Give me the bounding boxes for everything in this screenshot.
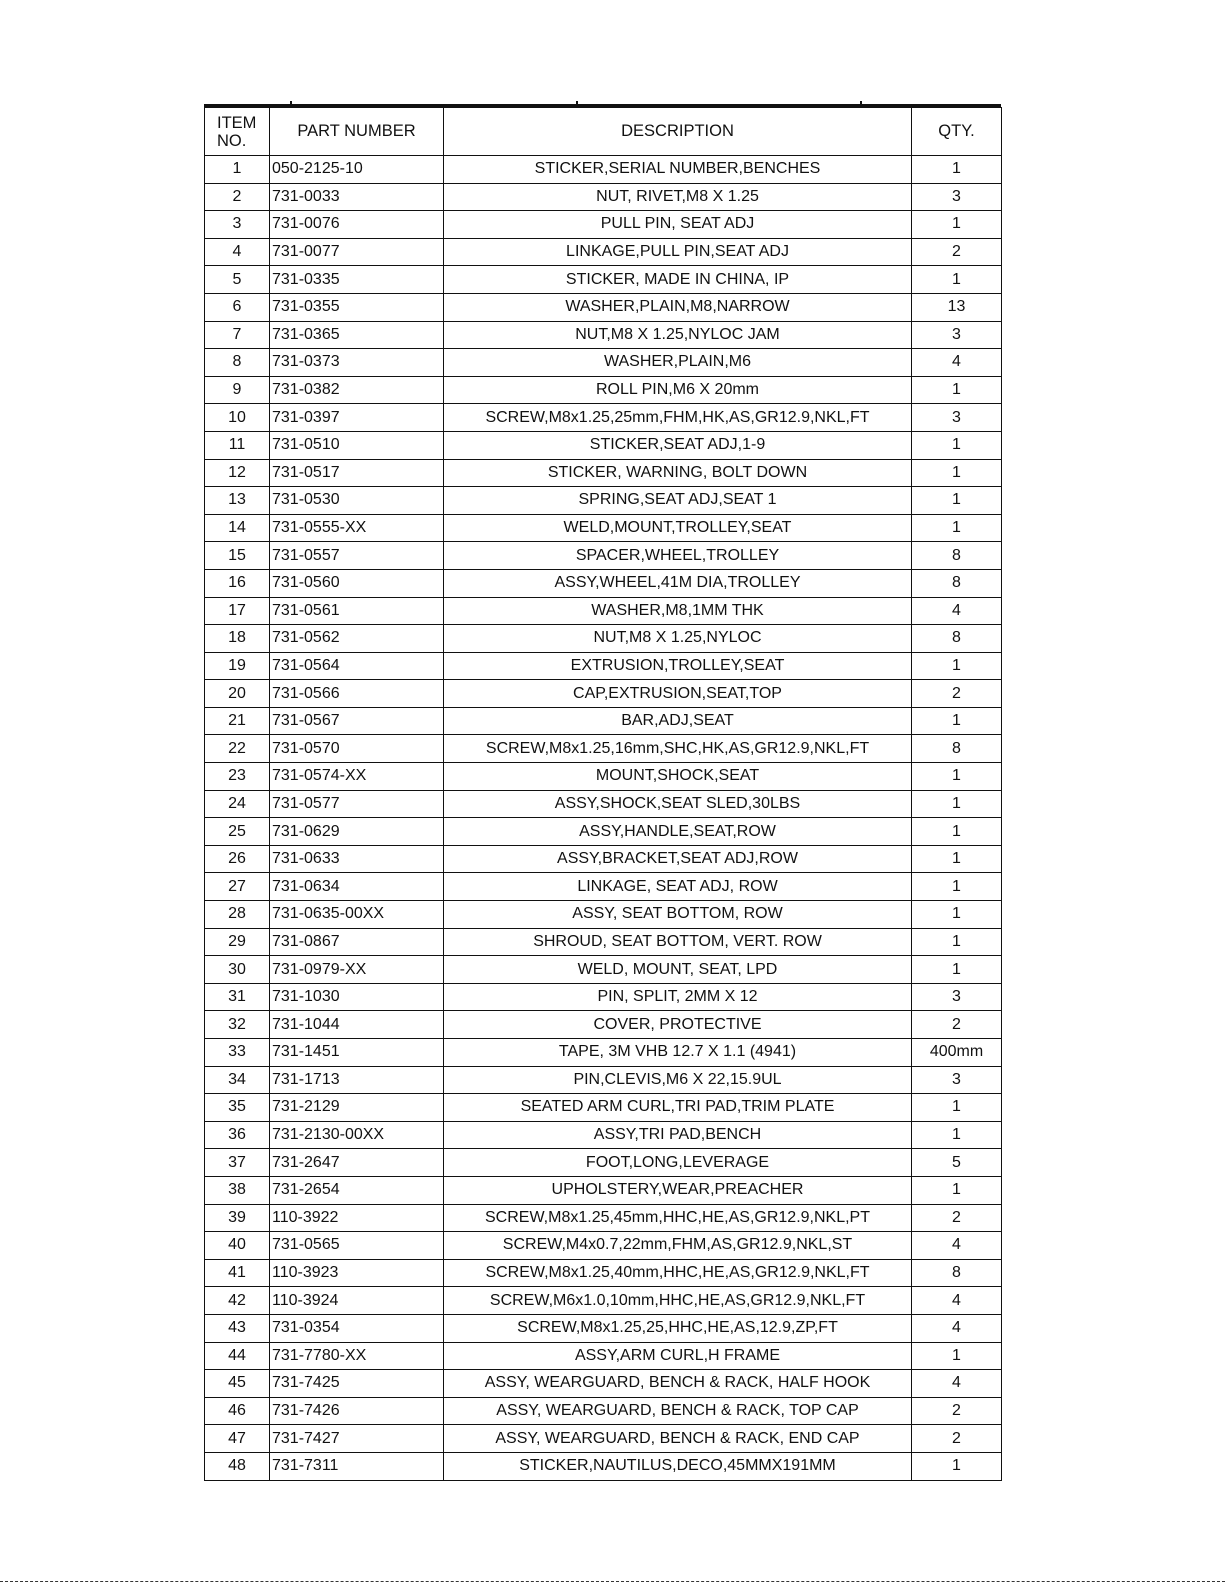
qty-cell: 3 — [912, 404, 1002, 432]
description-cell: ASSY,ARM CURL,H FRAME — [444, 1342, 912, 1370]
description-cell: WASHER,PLAIN,M8,NARROW — [444, 293, 912, 321]
item-no-cell: 41 — [205, 1259, 270, 1287]
qty-cell: 1 — [912, 956, 1002, 984]
table-row — [205, 901, 1002, 929]
table-row — [205, 349, 1002, 377]
part-number-cell: 731-0555-XX — [270, 514, 444, 542]
description-cell: EXTRUSION,TROLLEY,SEAT — [444, 652, 912, 680]
item-no-cell: 4 — [205, 238, 270, 266]
table-row — [205, 376, 1002, 404]
table-row — [205, 763, 1002, 791]
qty-cell: 2 — [912, 1397, 1002, 1425]
table-header-row — [205, 108, 1002, 156]
description-cell: NUT, RIVET,M8 X 1.25 — [444, 183, 912, 211]
item-no-cell: 31 — [205, 983, 270, 1011]
part-number-cell: 731-1030 — [270, 983, 444, 1011]
qty-cell: 1 — [912, 818, 1002, 846]
table-row — [205, 1452, 1002, 1480]
item-no-cell: 26 — [205, 845, 270, 873]
qty-cell: 1 — [912, 873, 1002, 901]
header-description: DESCRIPTION — [444, 108, 912, 156]
table-row — [205, 1397, 1002, 1425]
qty-cell: 1 — [912, 928, 1002, 956]
description-cell: ASSY,HANDLE,SEAT,ROW — [444, 818, 912, 846]
qty-cell: 2 — [912, 238, 1002, 266]
qty-cell: 1 — [912, 431, 1002, 459]
table-row — [205, 1121, 1002, 1149]
table-row — [205, 1259, 1002, 1287]
table-row — [205, 625, 1002, 653]
part-number-cell: 731-0565 — [270, 1232, 444, 1260]
table-row — [205, 873, 1002, 901]
part-number-cell: 731-7780-XX — [270, 1342, 444, 1370]
part-number-cell: 731-0354 — [270, 1314, 444, 1342]
table-row — [205, 1204, 1002, 1232]
part-number-cell: 110-3923 — [270, 1259, 444, 1287]
table-row — [205, 1066, 1002, 1094]
item-no-cell: 17 — [205, 597, 270, 625]
item-no-cell: 43 — [205, 1314, 270, 1342]
part-number-cell: 731-0382 — [270, 376, 444, 404]
description-cell: SHROUD, SEAT BOTTOM, VERT. ROW — [444, 928, 912, 956]
description-cell: SCREW,M8x1.25,45mm,HHC,HE,AS,GR12.9,NKL,PT — [444, 1204, 912, 1232]
item-no-cell: 24 — [205, 790, 270, 818]
qty-cell: 8 — [912, 1259, 1002, 1287]
item-no-cell: 27 — [205, 873, 270, 901]
qty-cell: 1 — [912, 1452, 1002, 1480]
header-item-no: ITEM NO. — [205, 108, 270, 156]
qty-cell: 8 — [912, 542, 1002, 570]
table-row — [205, 1039, 1002, 1067]
part-number-cell: 731-7425 — [270, 1370, 444, 1398]
item-no-cell: 1 — [205, 156, 270, 184]
part-number-cell: 731-7426 — [270, 1397, 444, 1425]
item-no-cell: 19 — [205, 652, 270, 680]
part-number-cell: 050-2125-10 — [270, 156, 444, 184]
description-cell: LINKAGE, SEAT ADJ, ROW — [444, 873, 912, 901]
description-cell: NUT,M8 X 1.25,NYLOC — [444, 625, 912, 653]
part-number-cell: 731-0567 — [270, 707, 444, 735]
part-number-cell: 731-2654 — [270, 1176, 444, 1204]
part-number-cell: 731-0077 — [270, 238, 444, 266]
part-number-cell: 731-0633 — [270, 845, 444, 873]
description-cell: SPRING,SEAT ADJ,SEAT 1 — [444, 487, 912, 515]
table-row — [205, 680, 1002, 708]
part-number-cell: 731-0566 — [270, 680, 444, 708]
part-number-cell: 731-0373 — [270, 349, 444, 377]
table-row — [205, 1176, 1002, 1204]
table-row — [205, 597, 1002, 625]
part-number-cell: 731-0562 — [270, 625, 444, 653]
description-cell: WELD, MOUNT, SEAT, LPD — [444, 956, 912, 984]
qty-cell: 1 — [912, 845, 1002, 873]
item-no-cell: 45 — [205, 1370, 270, 1398]
part-number-cell: 731-0570 — [270, 735, 444, 763]
item-no-cell: 3 — [205, 211, 270, 239]
part-number-cell: 731-0335 — [270, 266, 444, 294]
item-no-cell: 22 — [205, 735, 270, 763]
item-no-cell: 37 — [205, 1149, 270, 1177]
table-row — [205, 266, 1002, 294]
item-no-cell: 40 — [205, 1232, 270, 1260]
table-row — [205, 707, 1002, 735]
table-row — [205, 156, 1002, 184]
qty-cell: 4 — [912, 1287, 1002, 1315]
qty-cell: 4 — [912, 349, 1002, 377]
table-row — [205, 956, 1002, 984]
qty-cell: 2 — [912, 1011, 1002, 1039]
part-number-cell: 731-0076 — [270, 211, 444, 239]
table-row — [205, 431, 1002, 459]
part-number-cell: 731-0510 — [270, 431, 444, 459]
description-cell: STICKER, WARNING, BOLT DOWN — [444, 459, 912, 487]
qty-cell: 1 — [912, 652, 1002, 680]
item-no-cell: 13 — [205, 487, 270, 515]
item-no-cell: 14 — [205, 514, 270, 542]
table-row — [205, 652, 1002, 680]
description-cell: COVER, PROTECTIVE — [444, 1011, 912, 1039]
header-part-number: PART NUMBER — [270, 108, 444, 156]
description-cell: SEATED ARM CURL,TRI PAD,TRIM PLATE — [444, 1094, 912, 1122]
item-no-cell: 15 — [205, 542, 270, 570]
part-number-cell: 731-7427 — [270, 1425, 444, 1453]
qty-cell: 2 — [912, 680, 1002, 708]
item-no-cell: 29 — [205, 928, 270, 956]
table-row — [205, 183, 1002, 211]
part-number-cell: 731-0561 — [270, 597, 444, 625]
part-number-cell: 731-0574-XX — [270, 763, 444, 791]
qty-cell: 1 — [912, 211, 1002, 239]
item-no-cell: 20 — [205, 680, 270, 708]
table-row — [205, 1314, 1002, 1342]
table-row — [205, 487, 1002, 515]
table-row — [205, 1149, 1002, 1177]
part-number-cell: 731-0517 — [270, 459, 444, 487]
table-row — [205, 928, 1002, 956]
item-no-cell: 6 — [205, 293, 270, 321]
item-no-cell: 8 — [205, 349, 270, 377]
item-no-cell: 23 — [205, 763, 270, 791]
description-cell: PIN, SPLIT, 2MM X 12 — [444, 983, 912, 1011]
item-no-cell: 32 — [205, 1011, 270, 1039]
item-no-cell: 44 — [205, 1342, 270, 1370]
part-number-cell: 731-0397 — [270, 404, 444, 432]
qty-cell: 400mm — [912, 1039, 1002, 1067]
item-no-cell: 18 — [205, 625, 270, 653]
table-row — [205, 569, 1002, 597]
qty-cell: 8 — [912, 735, 1002, 763]
part-number-cell: 731-1044 — [270, 1011, 444, 1039]
table-row — [205, 1425, 1002, 1453]
table-row — [205, 321, 1002, 349]
qty-cell: 1 — [912, 707, 1002, 735]
qty-cell: 3 — [912, 321, 1002, 349]
item-no-cell: 39 — [205, 1204, 270, 1232]
item-no-cell: 46 — [205, 1397, 270, 1425]
qty-cell: 1 — [912, 1342, 1002, 1370]
item-no-cell: 38 — [205, 1176, 270, 1204]
qty-cell: 1 — [912, 514, 1002, 542]
top-tick-mark — [576, 101, 578, 106]
item-no-cell: 7 — [205, 321, 270, 349]
description-cell: BAR,ADJ,SEAT — [444, 707, 912, 735]
description-cell: PULL PIN, SEAT ADJ — [444, 211, 912, 239]
qty-cell: 1 — [912, 266, 1002, 294]
item-no-cell: 34 — [205, 1066, 270, 1094]
item-no-cell: 2 — [205, 183, 270, 211]
item-no-cell: 47 — [205, 1425, 270, 1453]
part-number-cell: 731-0033 — [270, 183, 444, 211]
table-row — [205, 514, 1002, 542]
description-cell: SCREW,M8x1.25,40mm,HHC,HE,AS,GR12.9,NKL,FT — [444, 1259, 912, 1287]
description-cell: LINKAGE,PULL PIN,SEAT ADJ — [444, 238, 912, 266]
description-cell: MOUNT,SHOCK,SEAT — [444, 763, 912, 791]
description-cell: SCREW,M8x1.25,16mm,SHC,HK,AS,GR12.9,NKL,FT — [444, 735, 912, 763]
qty-cell: 1 — [912, 1121, 1002, 1149]
qty-cell: 1 — [912, 1094, 1002, 1122]
table-row — [205, 1370, 1002, 1398]
description-cell: SCREW,M4x0.7,22mm,FHM,AS,GR12.9,NKL,ST — [444, 1232, 912, 1260]
parts-list-table — [204, 107, 1002, 1481]
item-no-cell: 36 — [205, 1121, 270, 1149]
item-no-cell: 35 — [205, 1094, 270, 1122]
part-number-cell: 731-0530 — [270, 487, 444, 515]
description-cell: SCREW,M8x1.25,25mm,FHM,HK,AS,GR12.9,NKL,FT — [444, 404, 912, 432]
table-row — [205, 735, 1002, 763]
part-number-cell: 731-2129 — [270, 1094, 444, 1122]
table-row — [205, 1094, 1002, 1122]
item-no-cell: 16 — [205, 569, 270, 597]
qty-cell: 4 — [912, 1232, 1002, 1260]
description-cell: ASSY,BRACKET,SEAT ADJ,ROW — [444, 845, 912, 873]
description-cell: STICKER,SEAT ADJ,1-9 — [444, 431, 912, 459]
qty-cell: 1 — [912, 763, 1002, 791]
description-cell: ASSY, SEAT BOTTOM, ROW — [444, 901, 912, 929]
item-no-cell: 12 — [205, 459, 270, 487]
description-cell: WELD,MOUNT,TROLLEY,SEAT — [444, 514, 912, 542]
qty-cell: 2 — [912, 1425, 1002, 1453]
part-number-cell: 731-2130-00XX — [270, 1121, 444, 1149]
description-cell: WASHER,PLAIN,M6 — [444, 349, 912, 377]
header-qty: QTY. — [912, 108, 1002, 156]
item-no-cell: 21 — [205, 707, 270, 735]
description-cell: STICKER, MADE IN CHINA, IP — [444, 266, 912, 294]
item-no-cell: 30 — [205, 956, 270, 984]
description-cell: ROLL PIN,M6 X 20mm — [444, 376, 912, 404]
qty-cell: 1 — [912, 487, 1002, 515]
qty-cell: 3 — [912, 1066, 1002, 1094]
table-row — [205, 1011, 1002, 1039]
description-cell: ASSY, WEARGUARD, BENCH & RACK, END CAP — [444, 1425, 912, 1453]
page-bottom-dashed-line — [0, 1581, 1225, 1582]
top-tick-mark — [860, 101, 862, 106]
qty-cell: 4 — [912, 1370, 1002, 1398]
part-number-cell: 731-0355 — [270, 293, 444, 321]
qty-cell: 1 — [912, 1176, 1002, 1204]
part-number-cell: 731-0577 — [270, 790, 444, 818]
table-row — [205, 459, 1002, 487]
description-cell: SCREW,M6x1.0,10mm,HHC,HE,AS,GR12.9,NKL,FT — [444, 1287, 912, 1315]
part-number-cell: 731-1713 — [270, 1066, 444, 1094]
part-number-cell: 731-0979-XX — [270, 956, 444, 984]
description-cell: STICKER,SERIAL NUMBER,BENCHES — [444, 156, 912, 184]
table-row — [205, 1232, 1002, 1260]
item-no-cell: 33 — [205, 1039, 270, 1067]
description-cell: ASSY, WEARGUARD, BENCH & RACK, TOP CAP — [444, 1397, 912, 1425]
table-row — [205, 238, 1002, 266]
qty-cell: 8 — [912, 625, 1002, 653]
qty-cell: 1 — [912, 790, 1002, 818]
part-number-cell: 731-2647 — [270, 1149, 444, 1177]
description-cell: SCREW,M8x1.25,25,HHC,HE,AS,12.9,ZP,FT — [444, 1314, 912, 1342]
item-no-cell: 11 — [205, 431, 270, 459]
description-cell: ASSY,WHEEL,41M DIA,TROLLEY — [444, 569, 912, 597]
description-cell: STICKER,NAUTILUS,DECO,45MMX191MM — [444, 1452, 912, 1480]
description-cell: WASHER,M8,1MM THK — [444, 597, 912, 625]
part-number-cell: 731-0365 — [270, 321, 444, 349]
part-number-cell: 731-0629 — [270, 818, 444, 846]
table-row — [205, 211, 1002, 239]
top-tick-mark — [290, 101, 292, 106]
table-row — [205, 983, 1002, 1011]
item-no-cell: 28 — [205, 901, 270, 929]
description-cell: NUT,M8 X 1.25,NYLOC JAM — [444, 321, 912, 349]
part-number-cell: 731-1451 — [270, 1039, 444, 1067]
part-number-cell: 731-0634 — [270, 873, 444, 901]
qty-cell: 3 — [912, 983, 1002, 1011]
table-body — [205, 156, 1002, 1481]
table-row — [205, 1287, 1002, 1315]
table-row — [205, 1342, 1002, 1370]
table-row — [205, 818, 1002, 846]
qty-cell: 4 — [912, 1314, 1002, 1342]
item-no-cell: 9 — [205, 376, 270, 404]
description-cell: CAP,EXTRUSION,SEAT,TOP — [444, 680, 912, 708]
qty-cell: 1 — [912, 901, 1002, 929]
description-cell: UPHOLSTERY,WEAR,PREACHER — [444, 1176, 912, 1204]
part-number-cell: 110-3924 — [270, 1287, 444, 1315]
item-no-cell: 5 — [205, 266, 270, 294]
qty-cell: 13 — [912, 293, 1002, 321]
description-cell: ASSY, WEARGUARD, BENCH & RACK, HALF HOOK — [444, 1370, 912, 1398]
description-cell: TAPE, 3M VHB 12.7 X 1.1 (4941) — [444, 1039, 912, 1067]
item-no-cell: 48 — [205, 1452, 270, 1480]
table-row — [205, 790, 1002, 818]
description-cell: ASSY,SHOCK,SEAT SLED,30LBS — [444, 790, 912, 818]
qty-cell: 4 — [912, 597, 1002, 625]
part-number-cell: 731-0635-00XX — [270, 901, 444, 929]
description-cell: SPACER,WHEEL,TROLLEY — [444, 542, 912, 570]
qty-cell: 1 — [912, 459, 1002, 487]
qty-cell: 5 — [912, 1149, 1002, 1177]
description-cell: PIN,CLEVIS,M6 X 22,15.9UL — [444, 1066, 912, 1094]
qty-cell: 8 — [912, 569, 1002, 597]
description-cell: FOOT,LONG,LEVERAGE — [444, 1149, 912, 1177]
qty-cell: 1 — [912, 156, 1002, 184]
table-row — [205, 404, 1002, 432]
part-number-cell: 731-0560 — [270, 569, 444, 597]
item-no-cell: 25 — [205, 818, 270, 846]
qty-cell: 2 — [912, 1204, 1002, 1232]
part-number-cell: 731-0564 — [270, 652, 444, 680]
table-row — [205, 845, 1002, 873]
table-row — [205, 293, 1002, 321]
item-no-cell: 42 — [205, 1287, 270, 1315]
qty-cell: 1 — [912, 376, 1002, 404]
item-no-cell: 10 — [205, 404, 270, 432]
part-number-cell: 731-7311 — [270, 1452, 444, 1480]
part-number-cell: 731-0557 — [270, 542, 444, 570]
table-row — [205, 542, 1002, 570]
part-number-cell: 110-3922 — [270, 1204, 444, 1232]
qty-cell: 3 — [912, 183, 1002, 211]
description-cell: ASSY,TRI PAD,BENCH — [444, 1121, 912, 1149]
part-number-cell: 731-0867 — [270, 928, 444, 956]
